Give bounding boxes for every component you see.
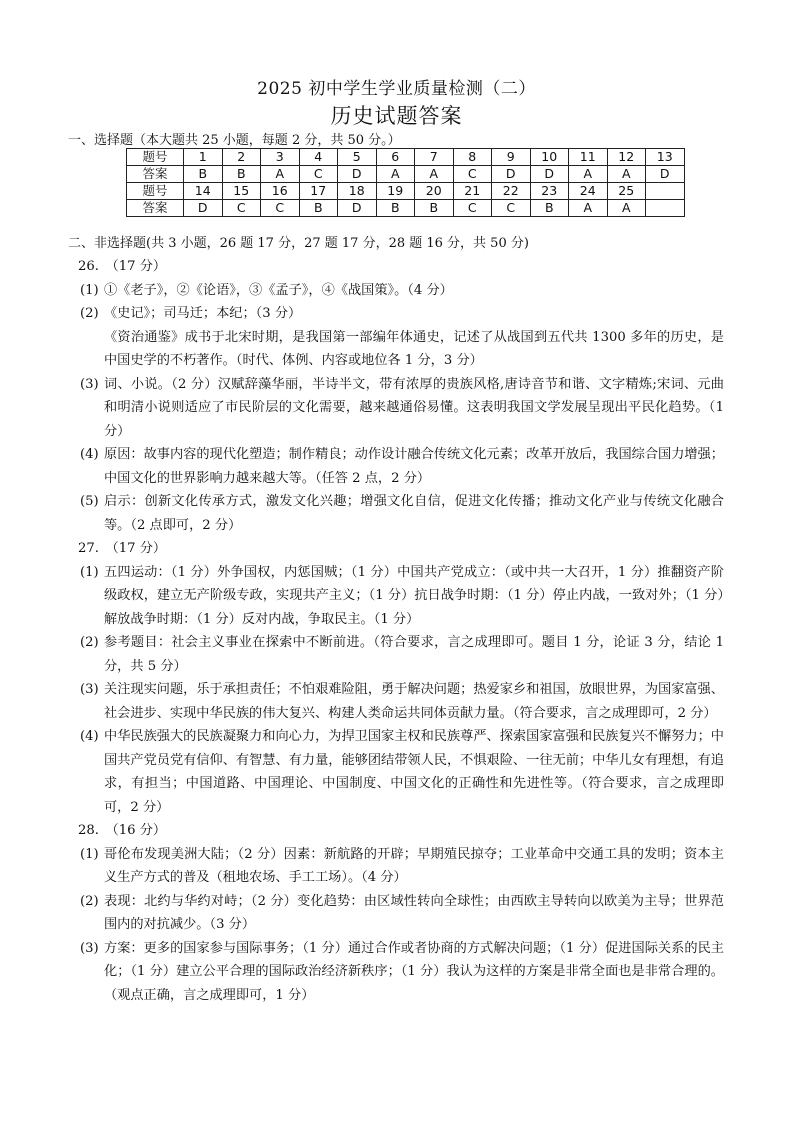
answer-table-cell: 13	[646, 149, 685, 166]
answer-table-cell: 18	[338, 183, 377, 200]
q28-answer-item	[80, 890, 724, 937]
q28-answer-item	[80, 843, 724, 890]
answer-table-cell: D	[338, 166, 377, 183]
item-number	[80, 326, 104, 373]
answer-table-cell: A	[376, 166, 415, 183]
answer-table-cell: D	[492, 166, 531, 183]
item-text: 词、小说。（2 分）汉赋辞藻华丽，半诗半文，带有浓厚的贵族风格,唐诗音节和谐、文字精炼;宋词、元曲和明清小说则适应了市民阶层的文化需要，越来越通俗易懂。这表明我国文学发展呈现出平民化趋势。（1 分）	[104, 376, 724, 439]
answer-table-cell: B	[184, 166, 223, 183]
item-text: 参考题目：社会主义事业在探索中不断前进。（符合要求，言之成理即可。题目 1 分，论证 3 分，结论 1 分，共 5 分）	[104, 635, 724, 674]
answer-table-cell: D	[184, 200, 223, 217]
item-text: 方案：更多的国家参与国际事务；（1 分）通过合作或者协商的方式解决问题；（1 分）促进国际关系的民主化；（1 分）建立公平合理的国际政治经济新秩序；（1 分）我认为这样的方案是非常全面也是非常合理的。（观点正确，言之成理即可，1 分）	[104, 940, 724, 1003]
answer-table-cell: 14	[184, 183, 223, 200]
question-26-head: 26. （17 分）	[78, 259, 167, 274]
answer-table-cell: 1	[184, 149, 223, 166]
answer-table-cell: B	[299, 200, 338, 217]
item-number: (3)	[80, 682, 99, 697]
answer-table-header-cell: 题号	[127, 183, 184, 200]
q26-answer-item	[80, 279, 724, 303]
answer-table-cell: 20	[415, 183, 454, 200]
answer-table-cell: C	[222, 200, 261, 217]
answer-table-cell: 23	[530, 183, 569, 200]
answer-table-cell: 9	[492, 149, 531, 166]
answer-table-cell: C	[453, 200, 492, 217]
item-number: (3)	[80, 940, 99, 956]
q27-answer-item	[80, 678, 724, 725]
answer-table-cell: C	[492, 200, 531, 217]
q27-answer-item	[80, 631, 724, 678]
answer-table-cell: D	[530, 166, 569, 183]
q27-answer-item	[80, 725, 724, 819]
item-text: 《资治通鉴》成书于北宋时期，是我国第一部编年体通史，记述了从战国到五代共 1300 多年的历史，是中国史学的不朽著作。（时代、体例、内容或地位各 1 分，3 分）	[104, 329, 724, 368]
answer-table-row	[127, 166, 685, 183]
answer-table-cell: 2	[222, 149, 261, 166]
answer-table-row	[127, 183, 685, 200]
section2-heading: 二、非选择题(共 3 小题，26 题 17 分，27 题 17 分，28 题 16 分，共 50 分)	[68, 236, 529, 251]
answer-table-cell: B	[530, 200, 569, 217]
answer-table-cell: 21	[453, 183, 492, 200]
item-number: (3)	[80, 376, 99, 392]
answer-table-cell: 3	[261, 149, 300, 166]
answer-table-cell: B	[222, 166, 261, 183]
item-text: 哥伦布发现美洲大陆；（2 分）因素：新航路的开辟；早期殖民掠夺；工业革命中交通工具的发明；资本主义生产方式的普及（租地农场、手工工场）。（4 分）	[104, 846, 724, 885]
item-number: (5)	[80, 494, 99, 509]
item-number: (4)	[80, 729, 99, 744]
item-text: 五四运动：（1 分）外争国权，内惩国贼；（1 分）中国共产党成立：（或中共一大召开，1 分）推翻资产阶级政权，建立无产阶级专政，实现共产主义；（1 分）抗日战争时期：（1 分）停止内战，一致对外；（1 分）解放战争时期：（1 分）反对内战，争取民主。（1 分）	[104, 564, 724, 627]
answer-table-header-cell: 答案	[127, 166, 184, 183]
item-number: (2)	[80, 635, 99, 650]
q26-answer-item	[80, 302, 724, 326]
answer-table-cell: 5	[338, 149, 377, 166]
answer-table-cell: 12	[607, 149, 646, 166]
answer-table-row	[127, 149, 685, 166]
answer-table-header-cell: 题号	[127, 149, 184, 166]
answer-table-cell: 15	[222, 183, 261, 200]
item-number: (4)	[80, 447, 99, 462]
q27-answer-item	[80, 561, 724, 632]
item-number: (1)	[80, 282, 99, 298]
choice-answer-table	[126, 148, 685, 217]
answer-table-cell	[646, 183, 685, 200]
answer-table-cell: 6	[376, 149, 415, 166]
answer-table-cell: B	[376, 200, 415, 217]
answer-table-cell: 10	[530, 149, 569, 166]
answer-table-cell: C	[299, 166, 338, 183]
answer-table-cell: 22	[492, 183, 531, 200]
item-number: (2)	[80, 306, 99, 321]
q28-answer-item	[80, 937, 724, 1008]
item-text: 启示：创新文化传承方式，激发文化兴趣；增强文化自信，促进文化传播；推动文化产业与传统文化融合等。（2 点即可，2 分）	[104, 494, 724, 533]
item-number: (1)	[80, 564, 99, 580]
answer-table-cell: A	[607, 166, 646, 183]
q26-answer-item	[80, 443, 724, 490]
item-text: 表现：北约与华约对峙；（2 分）变化趋势：由区域性转向全球性；由西欧主导转向以欧美为主导；世界范围内的对抗减少。（3 分）	[104, 893, 724, 932]
answer-table-cell: 19	[376, 183, 415, 200]
item-text: 《史记》；司马迁；本纪；（3 分）	[104, 306, 302, 321]
item-number: (2)	[80, 893, 99, 909]
answer-table-cell: A	[569, 166, 608, 183]
answer-table-cell: B	[415, 200, 454, 217]
exam-title: 2025 初中学生学业质量检测（二）	[257, 79, 536, 99]
answer-table-cell: A	[569, 200, 608, 217]
q26-answer-item	[80, 490, 724, 537]
answer-table-cell: 8	[453, 149, 492, 166]
answer-table-cell: D	[646, 166, 685, 183]
answer-table-cell: 16	[261, 183, 300, 200]
item-text: 关注现实问题，乐于承担责任；不怕艰难险阻，勇于解决问题；热爱家乡和祖国，放眼世界，为国家富强、社会进步、实现中华民族的伟大复兴、构建人类命运共同体贡献力量。（符合要求，言之成理即可，2 分）	[104, 682, 724, 721]
answer-table-cell: 11	[569, 149, 608, 166]
item-number: (1)	[80, 846, 99, 862]
question-27-head: 27. （17 分）	[78, 541, 167, 556]
section1-heading: 一、选择题（本大题共 25 小题，每题 2 分，共 50 分。）	[68, 133, 401, 148]
question-27	[78, 537, 724, 819]
question-26	[78, 255, 724, 537]
answer-table-cell: D	[338, 200, 377, 217]
answer-table-cell: 17	[299, 183, 338, 200]
q26-answer-item	[80, 373, 724, 444]
answer-table-cell: A	[415, 166, 454, 183]
exam-subtitle: 历史试题答案	[330, 104, 463, 128]
q26-answer-item	[84, 326, 724, 373]
answer-table-cell	[646, 200, 685, 217]
answers-body	[78, 255, 724, 1007]
answer-table-cell: 24	[569, 183, 608, 200]
item-text: 原因：故事内容的现代化塑造；制作精良；动作设计融合传统文化元素；改革开放后，我国综合国力增强；中国文化的世界影响力越来越大等。（任答 2 点，2 分）	[104, 447, 724, 486]
answer-table-cell: 25	[607, 183, 646, 200]
answer-table-cell: 4	[299, 149, 338, 166]
answer-table-cell: C	[453, 166, 492, 183]
question-28	[78, 819, 724, 1007]
item-text: ①《老子》，②《论语》，③《孟子》，④《战国策》。（4 分）	[104, 282, 453, 298]
question-28-head: 28. （16 分）	[78, 823, 167, 838]
answer-table-cell: A	[607, 200, 646, 217]
answer-table-cell: 7	[415, 149, 454, 166]
answer-table-cell: A	[261, 166, 300, 183]
answer-table-cell: C	[261, 200, 300, 217]
answer-table-row	[127, 200, 685, 217]
item-text: 中华民族强大的民族凝聚力和向心力，为捍卫国家主权和民族尊严、探索国家富强和民族复兴不懈努力；中国共产党员党有信仰、有智慧、有力量，能够团结带领人民，不惧艰险、一往无前；中华儿女有理想，有追求，有担当；中国道路、中国理论、中国制度、中国文化的正确性和先进性等。（符合要求，言之成理即可，2 分）	[104, 729, 724, 815]
answer-table-header-cell: 答案	[127, 200, 184, 217]
